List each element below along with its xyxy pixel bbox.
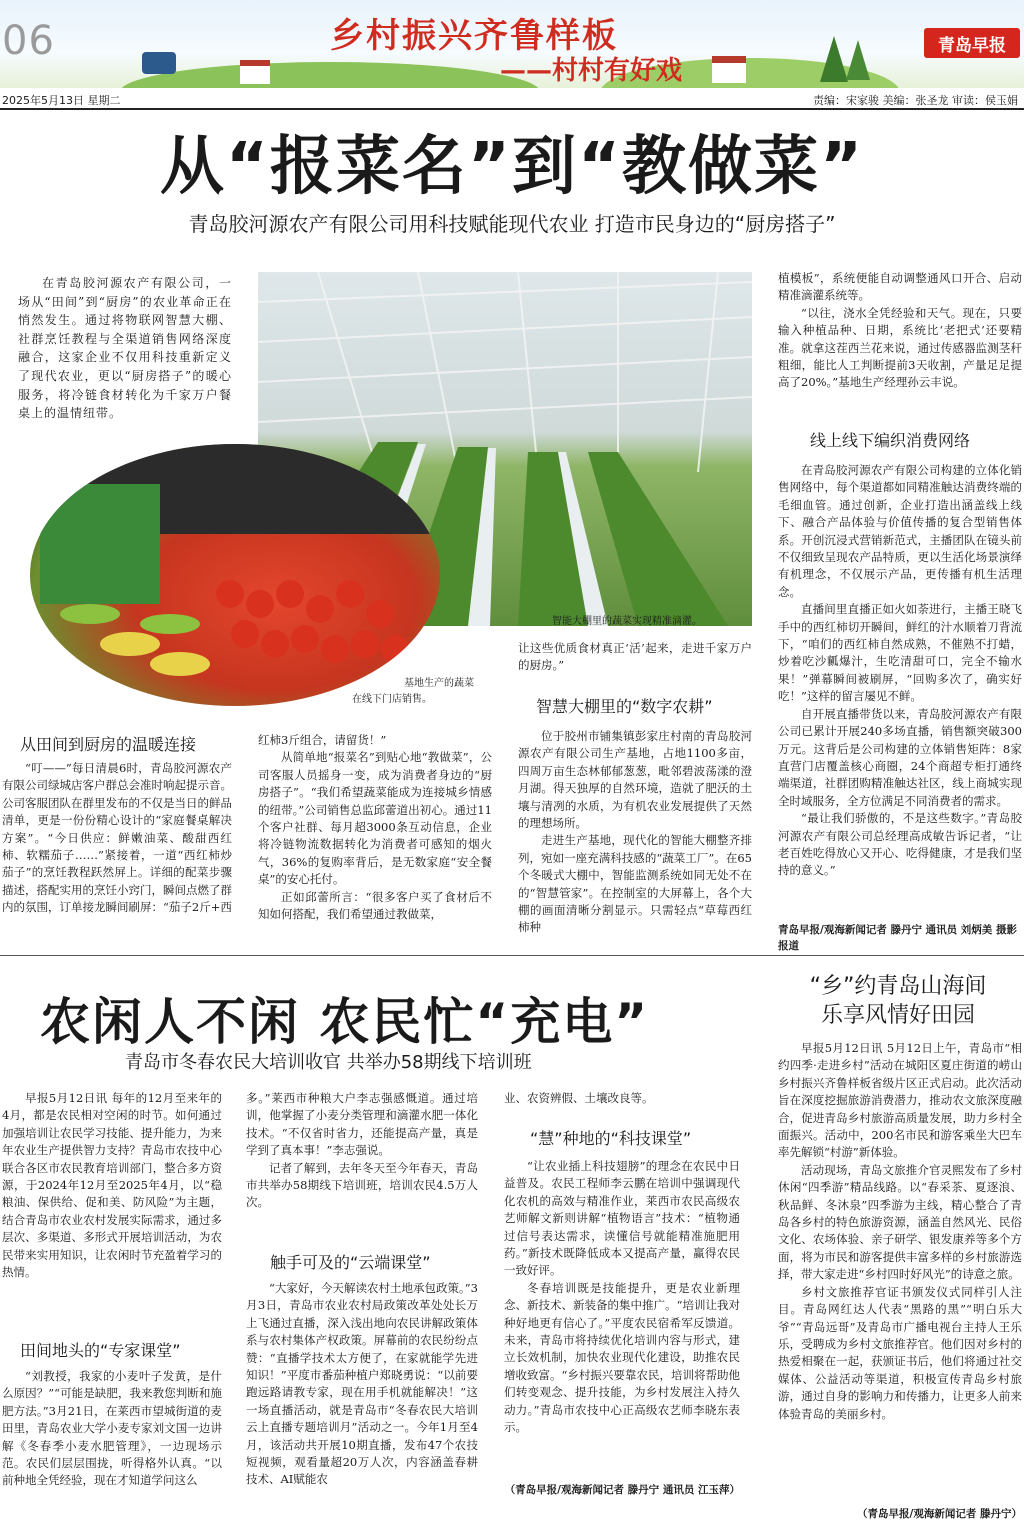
section1-text: “叮——”每日清晨6时，青岛胶河源农产有限公司绿城店客户群总会准时响起提示音。公司客服团队在群里发布的不仅是当日的鲜品清单，更是一份份精心设计的“家庭餐桌解决方案”。“今日供应：鲜嫩油菜、酸甜西红柿、软糯茄子……”紧接着，一道“西红柿炒茄子”的烹饪教程跃然屏上。详细的配菜步骤描述，搭配实用的烹饪小窍门，瞬间点燃了群内的氛围，订单接龙瞬间刷屏：“茄子2斤+西 (2, 761, 232, 915)
story2-section3-body (504, 1158, 740, 1480)
mid-text1: 红柿3斤组合，请留货！” (258, 733, 387, 747)
section3-text4: “最让我们骄傲的，不是这些数字。”青岛胶河源农产有限公司总经理高成敏告诉记者，“让老百姓吃得放心又开心、吃得健康，才是我们坚持的意义。” (778, 811, 1022, 878)
story1-subheadline: 青岛胶河源农产有限公司用科技赋能现代农业 打造市民身边的“厨房搭子” (188, 212, 836, 236)
story2-headline: 农闲人不闲 农民忙“充电” (40, 993, 650, 1051)
section-separator (0, 955, 1024, 956)
tractor-icon (142, 52, 176, 74)
lead-text: 在青岛胶河源农产有限公司，一场从“田间”到“厨房”的农业革命正在悄然发生。通过将物联网智慧大棚、社群烹饪教程与全渠道销售网络深度融合，这家企业不仅用科技重新定义了现代农业，更以“厨房搭子”的暖心服务，将冷链食材转化为千家万户餐桌上的温情纽带。 (18, 276, 232, 421)
column-subtitle: ——村村有好戏 (500, 56, 683, 86)
story2-subheadline: 青岛市冬春农民大培训收官 共举办58期线下培训班 (125, 1052, 532, 1073)
header-rule (0, 108, 1024, 110)
issue-date: 2025年5月13日 星期二 (2, 94, 121, 107)
photo1-caption: 智能大棚里的蔬菜实现精准滴灌。 (552, 616, 702, 627)
story1-section3-title: 线上线下编织消费网络 (810, 431, 971, 450)
story2-col2-text2: 记者了解到，去年冬天至今年春天，青岛市共举办58期线下培训班，培训农民4.5万人次。 (246, 1160, 478, 1210)
photo2-caption-line2: 在线下门店销售。 (352, 694, 432, 705)
story2-section3-text2: 冬春培训既是技能提升，更是农业新理念、新技术、新装备的集中推广。“培训让我对种好地更有信心了。”平度农民宿希军反馈道。未来，青岛市将持续优化培训内容与形式，建立长效机制，加快农业现代化建设，助推农民增收致富。“乡村振兴要靠农民，培训将帮助他们转变观念、提升技能，为乡村发展注入持久动力。”青岛市农技中心正高级农艺师李晓东表示。 (504, 1280, 740, 1435)
section2-text2: 走进生产基地，现代化的智能大棚整齐排列，宛如一座充满科技感的“蔬菜工厂”。在65个冬暖式大棚中，智能监测系统如同无处不在的“智慧管家”。在控制室的大屏幕上，各个大棚的画面清晰分割显示。只需轻点“草莓西红柿种 (518, 833, 752, 935)
mid-text4: 让这些优质食材真正‘活’起来，走进千家万户的厨房。” (518, 641, 752, 673)
column-title: 乡村振兴齐鲁样板 (330, 16, 618, 56)
hill-decoration (120, 62, 540, 88)
story2-section3-title: “慧”种地的“科技课堂” (530, 1129, 692, 1148)
story2-section2-body (246, 1280, 478, 1530)
tree-icon (820, 36, 848, 82)
section2-text1: 位于胶州市铺集镇彭家庄村南的青岛胶河源农产有限公司生产基地，占地1100多亩，四周万亩生态林郁郁葱葱，毗邻碧波荡漾的澄月湖。得天独厚的自然环境，造就了肥沃的土壤与清冽的水质，为有机农业发展提供了天然的理想场所。 (518, 729, 752, 831)
story1-section3-body (778, 462, 1022, 920)
story3-headline (778, 972, 1018, 1030)
house-icon (712, 56, 746, 83)
story2-col2-body (246, 1090, 478, 1230)
story1-mid-column (258, 732, 492, 954)
story2-col1-body (2, 1090, 222, 1320)
page-number: 06 (2, 18, 55, 64)
story3-text2: 活动现场，青岛文旅推介官灵熙发布了乡村休闲“四季游”精品线路。以“春采茶、夏逐浪、秋品鲜、冬沐泉”四季游为主线，精心整合了青岛各乡村的特色旅游资源，涵盖自然风光、民俗文化、农场体验、亲子研学、银发康养等多个方面，将为市民和游客提供丰富多样的乡村旅游选择，带大家走进“乡村四时好风光”的诗意之旅。 (778, 1162, 1022, 1282)
story2-section1-body (2, 1368, 222, 1528)
story1-section2-title: 智慧大棚里的“数字农耕” (536, 697, 713, 716)
story1-section2-body (518, 728, 752, 954)
story3-headline-line1: “乡”约青岛山海间 (809, 974, 987, 999)
editor-credits: 责编：宋家骏 美编：张圣龙 审读：侯玉娟 (813, 94, 1018, 107)
story1-section1-title: 从田间到厨房的温暖连接 (20, 735, 197, 754)
story1-lead (18, 274, 232, 450)
story2-section2-title: 触手可及的“云端课堂” (270, 1253, 431, 1272)
story2-section1-title: 田间地头的“专家课堂” (20, 1341, 181, 1360)
story1-right-column-top (778, 270, 1022, 410)
story2-col3-top (504, 1090, 740, 1110)
right-text2: “以往，浇水全凭经验和天气。现在，只要输入种植品种、日期，系统比‘老把式’还要精准。就拿这茬西兰花来说，通过传感器监测茎秆粗细，能比人工判断提前3天收割，产量足足提高了20%。”基地生产经理孙云丰说。 (778, 305, 1022, 390)
story3-byline: （青岛早报/观海新闻记者 滕丹宁） (857, 1508, 1022, 1520)
vegetable-illustration (30, 444, 440, 706)
story1-mid-text4 (518, 640, 752, 676)
tree-icon (846, 40, 870, 80)
story2-section3-text1: “让农业插上科技翅膀”的理念在农民中日益普及。农民工程师李云鹏在培训中强调现代化农机的高效与精准作业，莱西市农民高级农艺师解文新则讲解“植物语言”技术：“植物通过信号表达需求，读懂信号就能精准施肥用药。”新技术既降低成本又提高产量，赢得农民一致好评。 (504, 1159, 740, 1278)
section3-text2: 直播间里直播正如火如荼进行，主播王晓飞手中的西红柿切开瞬间，鲜红的汁水顺着刀背流下，“咱们的西红柿自然成熟，不催熟不打蜡，炒着吃沙瓤爆汁，生吃清甜可口，完全不输水果！”弹幕瞬间被刷屏，“回购多次了，确实好吃！”这样的留言屡见不鲜。 (778, 602, 1022, 704)
story1-headline: 从“报菜名”到“教做菜” (159, 130, 865, 204)
story3-headline-line2: 乐享风情好田园 (820, 1003, 975, 1028)
newspaper-logo: 青岛早报 (924, 28, 1020, 58)
story3-body (778, 1040, 1022, 1500)
section3-text3: 自开展直播带货以来，青岛胶河源农产有限公司已累计开展240多场直播，销售额突破300万元。这背后是公司构建的立体销售矩阵：8家直营门店覆盖核心商圈，24个商超专柜打通终端渠道，社群团购精准触达社区，线上商城实现全时域服务，全方位满足不同消费者的需求。 (778, 706, 1022, 808)
vegetable-display-photo (30, 444, 440, 706)
section3-text1: 在青岛胶河源农产有限公司构建的立体化销售网络中，每个渠道都如同精准触达消费终端的毛细血管。通过创新，企业打造出涵盖线上线下、融合产品体验与价值传播的复合型销售体系。开创沉浸式营销新范式，主播团队在镜头前不仅细致呈现农产品特质，更以生活化场景演绎有机理念，不仅展示产品，更传播有机生活理念。 (778, 463, 1022, 599)
mid-text3: 正如邱蕾所言：“很多客户买了食材后不知如何搭配，我们希望通过教做菜， (258, 889, 492, 922)
mid-text2: 从简单地“报菜名”到贴心地“教做菜”，公司客服人员摇身一变，成为消费者身边的“厨房搭子”。“我们希望蔬菜能成为连接城乡情感的纽带。”公司销售总监邱蕾道出初心。通过11个客户社群、每月超3000条互动信息，企业将冷链物流数据转化为消费者可感知的烟火气，36%的复购率背后，是无数家庭“安全餐桌”的安心托付。 (258, 750, 492, 887)
house-icon (240, 60, 270, 84)
story2-col3-text1: 业、农资辨假、土壤改良等。 (504, 1091, 654, 1105)
story2-col1-text: 早报5月12日讯 每年的12月至来年的4月，都是农民相对空闲的时节。如何通过加强培训让农民学习技能、提升能力，为来年农业生产提供智力支持？青岛市农技中心联合各区市农民教育培训部门，整合多方资源，于2024年12月至2025年4月，以“稳粮油、保供给、促和美、防风险”为主题，结合青岛市农业农村发展实际需求，通过多层次、多渠道、多形式开展培训活动，为农民带来实用知识，让农闲时节充盈着学习的热情。 (2, 1091, 222, 1280)
story2-col2-text: 多。”莱西市种粮大户李志强感慨道。通过培训，他掌握了小麦分类管理和滴灌水肥一体化技术。“不仅省时省力，还能提高产量，真是学到了真本事！”李志强说。 (246, 1091, 478, 1158)
story1-section1-body (2, 760, 232, 954)
story2-section1-text: “刘教授，我家的小麦叶子发黄，是什么原因？”“可能是缺肥，我来教您判断和施肥方法。”3月21日，在莱西市望城街道的麦田里，青岛农业大学小麦专家刘文国一边讲解《冬春季小麦水肥管理》，一边现场示范。农民们层层围拢，听得格外认真。“以前种地全凭经验，现在才知道学问这么 (2, 1369, 222, 1488)
story1-byline: 青岛早报/观海新闻记者 滕丹宁 通讯员 刘炳美 摄影报道 (778, 924, 1017, 952)
photo2-caption-line1: 基地生产的蔬菜 (404, 678, 474, 689)
story2-section2-text: “大家好，今天解读农村土地承包政策。”3月3日，青岛市农业农村局政策改革处处长万上飞通过直播，深入浅出地向农民讲解政策体系与农村集体产权政策。屏幕前的农民纷纷点赞：“直播学技术太方便了，在家就能学先进知识！”平度市番茄种植户郑晓勇说：“以前要跑远路请教专家，现在用手机就能解决！”这一场直播活动，就是青岛市“冬春农民大培训云上直播专题培训月”活动之一。今年1月至4月，该活动共开展10期直播，发布47个农技短视频，观看量超20万人次，内容涵盖春耕技术、AI赋能农 (246, 1281, 478, 1487)
right-text1: 植模板”，系统便能自动调整通风口开合、启动精准滴灌系统等。 (778, 271, 1022, 303)
story3-text3: 乡村文旅推荐官证书颁发仪式同样引人注目。青岛网红达人代表“黑路的黑”“明白乐大爷”“青岛远哥”及青岛市广播电视台主持人王乐乐，受聘成为乡村文旅推荐官。他们因对乡村的热爱相聚在一起，获颁证书后，他们将通过社交媒体、公益活动等渠道，积极宣传青岛乡村旅游，通过自身的影响力和传播力，让更多人前来体验青岛的美丽乡村。 (778, 1284, 1022, 1421)
story3-text1: 早报5月12日讯 5月12日上午，青岛市“相约四季·走进乡村”活动在城阳区夏庄街道的崂山乡村振兴齐鲁样板省级片区正式启动。此次活动旨在深度挖掘旅游消费潜力，推动农文旅深度融合，促进青岛乡村旅游高质量发展，助力乡村全面振兴。活动中，200名市民和游客乘坐大巴车率先解锁“村游”新体验。 (778, 1041, 1022, 1160)
story2-byline: （青岛早报/观海新闻记者 滕丹宁 通讯员 江玉萍） (504, 1484, 740, 1496)
